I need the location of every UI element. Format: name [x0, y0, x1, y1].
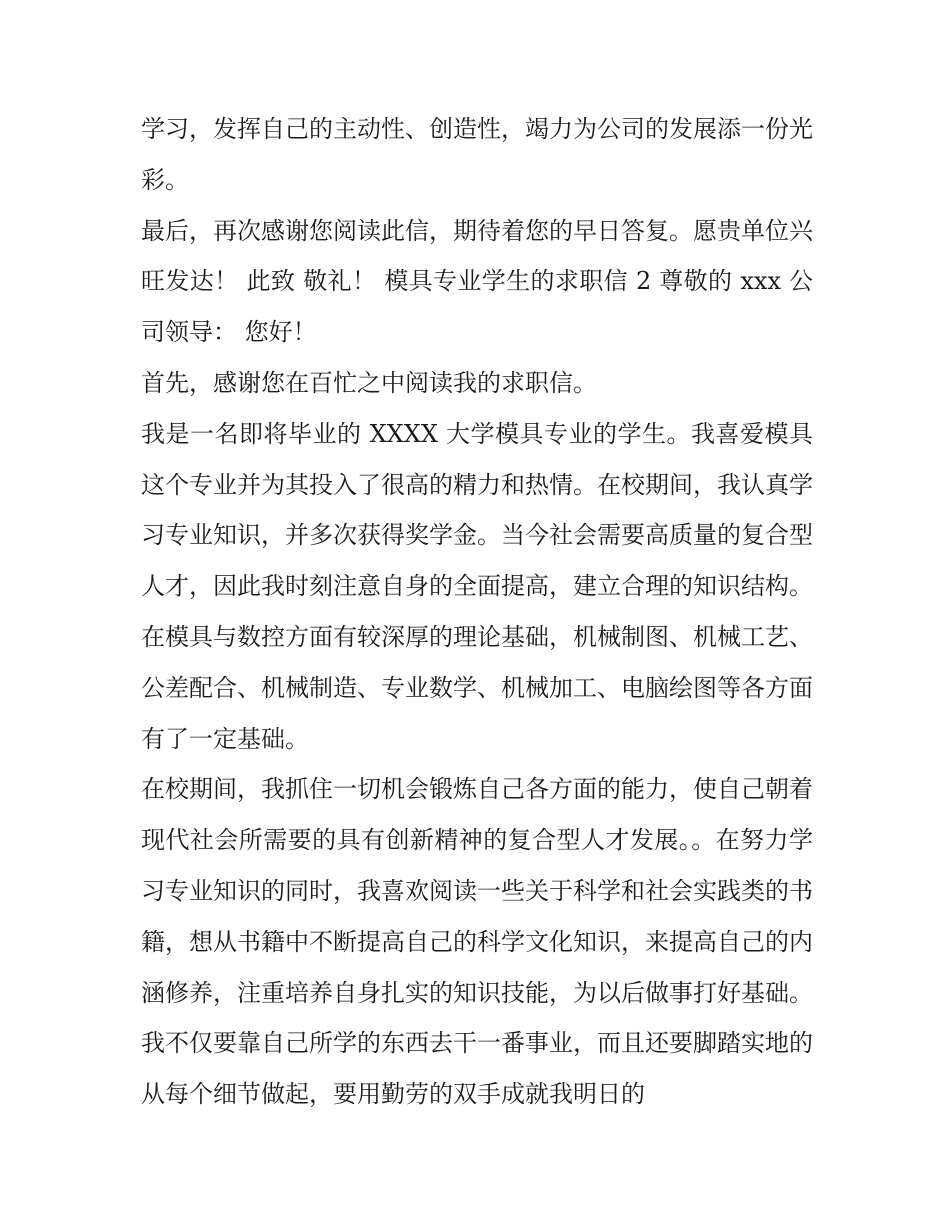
paragraph-4: 我是一名即将毕业的 XXXX 大学模具专业的学生。我喜爱模具这个专业并为其投入了很高的精力和热情。在校期间，我认真学习专业知识，并多次获得奖学金。当今社会需要高质量的复合型人才，因此我时刻注意自身的全面提高，建立合理的知识结构。在模具与数控方面有较深厚的理论基础，机械制图、机械工艺、公差配合、机械制造、专业数学、机械加工、电脑绘图等各方面有了一定基础。 — [141, 419, 813, 753]
paragraph-5: 在校期间，我抓住一切机会锻炼自己各方面的能力，使自己朝着现代社会所需要的具有创新精神的复合型人才发展。。在努力学习专业知识的同时，我喜欢阅读一些关于科学和社会实践类的书籍，想从书籍中不断提高自己的科学文化知识，来提高自己的内涵修养，注重培养自身扎实的知识技能，为以后做事打好基础。我不仅要靠自己所学的东西去干一番事业，而且还要脚踏实地的从每个细节做起，要用勤劳的双手成就我明日的 — [141, 775, 813, 1109]
paragraph-3: 首先，感谢您在百忙之中阅读我的求职信。 — [141, 368, 597, 397]
document-page — [141, 104, 813, 1120]
paragraph-2: 最后，再次感谢您阅读此信，期待着您的早日答复。愿贵单位兴旺发达！ 此致 敬礼！ 模具专业学生的求职信 2 尊敬的 xxx 公司领导： 您好！ — [141, 216, 813, 347]
paragraph-1: 学习，发挥自己的主动性、创造性，竭力为公司的发展添一份光彩。 — [141, 115, 813, 194]
